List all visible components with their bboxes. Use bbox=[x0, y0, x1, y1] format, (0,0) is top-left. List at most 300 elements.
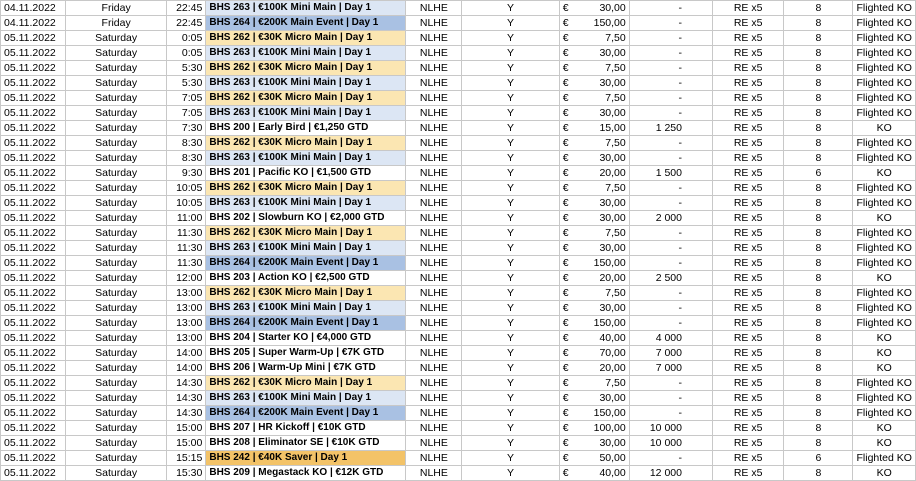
currency-cell[interactable]: € bbox=[559, 271, 574, 286]
day-cell[interactable]: Saturday bbox=[66, 436, 167, 451]
tournament-name-cell[interactable]: BHS 262 | €30K Micro Main | Day 1 bbox=[206, 31, 406, 46]
guarantee-cell[interactable]: - bbox=[629, 376, 712, 391]
format-cell[interactable]: Flighted KO bbox=[853, 31, 916, 46]
format-cell[interactable]: KO bbox=[853, 211, 916, 226]
flag-cell[interactable]: Y bbox=[462, 151, 559, 166]
table-row[interactable] bbox=[1, 406, 916, 421]
day-cell[interactable]: Saturday bbox=[66, 211, 167, 226]
guarantee-cell[interactable]: 12 000 bbox=[629, 466, 712, 481]
format-cell[interactable]: Flighted KO bbox=[853, 46, 916, 61]
game-cell[interactable]: NLHE bbox=[406, 346, 462, 361]
table-size-cell[interactable]: 8 bbox=[784, 346, 853, 361]
tournament-name-cell[interactable]: BHS 263 | €100K Mini Main | Day 1 bbox=[206, 151, 406, 166]
day-cell[interactable]: Saturday bbox=[66, 256, 167, 271]
date-cell[interactable]: 05.11.2022 bbox=[1, 226, 66, 241]
currency-cell[interactable]: € bbox=[559, 331, 574, 346]
currency-cell[interactable]: € bbox=[559, 61, 574, 76]
guarantee-cell[interactable]: 10 000 bbox=[629, 436, 712, 451]
currency-cell[interactable]: € bbox=[559, 136, 574, 151]
format-cell[interactable]: Flighted KO bbox=[853, 406, 916, 421]
format-cell[interactable]: Flighted KO bbox=[853, 451, 916, 466]
currency-cell[interactable]: € bbox=[559, 346, 574, 361]
day-cell[interactable]: Saturday bbox=[66, 376, 167, 391]
flag-cell[interactable]: Y bbox=[462, 466, 559, 481]
table-row[interactable] bbox=[1, 271, 916, 286]
flag-cell[interactable]: Y bbox=[462, 1, 559, 16]
day-cell[interactable]: Saturday bbox=[66, 31, 167, 46]
time-cell[interactable]: 7:30 bbox=[166, 121, 205, 136]
game-cell[interactable]: NLHE bbox=[406, 121, 462, 136]
flag-cell[interactable]: Y bbox=[462, 436, 559, 451]
tournament-name-cell[interactable]: BHS 242 | €40K Saver | Day 1 bbox=[206, 451, 406, 466]
table-size-cell[interactable]: 8 bbox=[784, 361, 853, 376]
buyin-cell[interactable]: 40,00 bbox=[574, 466, 629, 481]
buyin-cell[interactable]: 7,50 bbox=[574, 31, 629, 46]
time-cell[interactable]: 10:05 bbox=[166, 196, 205, 211]
currency-cell[interactable]: € bbox=[559, 121, 574, 136]
buyin-cell[interactable]: 150,00 bbox=[574, 256, 629, 271]
format-cell[interactable]: Flighted KO bbox=[853, 286, 916, 301]
table-size-cell[interactable]: 8 bbox=[784, 1, 853, 16]
time-cell[interactable]: 11:30 bbox=[166, 226, 205, 241]
time-cell[interactable]: 15:00 bbox=[166, 436, 205, 451]
buyin-cell[interactable]: 20,00 bbox=[574, 271, 629, 286]
table-row[interactable] bbox=[1, 376, 916, 391]
table-row[interactable] bbox=[1, 1, 916, 16]
time-cell[interactable]: 13:00 bbox=[166, 331, 205, 346]
buyin-cell[interactable]: 30,00 bbox=[574, 151, 629, 166]
game-cell[interactable]: NLHE bbox=[406, 451, 462, 466]
format-cell[interactable]: Flighted KO bbox=[853, 376, 916, 391]
buyin-cell[interactable]: 150,00 bbox=[574, 406, 629, 421]
tournament-name-cell[interactable]: BHS 262 | €30K Micro Main | Day 1 bbox=[206, 226, 406, 241]
table-size-cell[interactable]: 8 bbox=[784, 76, 853, 91]
game-cell[interactable]: NLHE bbox=[406, 256, 462, 271]
flag-cell[interactable]: Y bbox=[462, 106, 559, 121]
table-row[interactable] bbox=[1, 166, 916, 181]
table-size-cell[interactable]: 8 bbox=[784, 271, 853, 286]
day-cell[interactable]: Saturday bbox=[66, 466, 167, 481]
table-size-cell[interactable]: 6 bbox=[784, 451, 853, 466]
table-size-cell[interactable]: 8 bbox=[784, 136, 853, 151]
date-cell[interactable]: 05.11.2022 bbox=[1, 136, 66, 151]
currency-cell[interactable]: € bbox=[559, 196, 574, 211]
game-cell[interactable]: NLHE bbox=[406, 181, 462, 196]
date-cell[interactable]: 05.11.2022 bbox=[1, 256, 66, 271]
table-row[interactable] bbox=[1, 46, 916, 61]
tournament-name-cell[interactable]: BHS 263 | €100K Mini Main | Day 1 bbox=[206, 241, 406, 256]
game-cell[interactable]: NLHE bbox=[406, 466, 462, 481]
time-cell[interactable]: 8:30 bbox=[166, 136, 205, 151]
day-cell[interactable]: Saturday bbox=[66, 361, 167, 376]
time-cell[interactable]: 11:30 bbox=[166, 241, 205, 256]
flag-cell[interactable]: Y bbox=[462, 76, 559, 91]
time-cell[interactable]: 12:00 bbox=[166, 271, 205, 286]
game-cell[interactable]: NLHE bbox=[406, 331, 462, 346]
table-size-cell[interactable]: 8 bbox=[784, 316, 853, 331]
guarantee-cell[interactable]: - bbox=[629, 106, 712, 121]
flag-cell[interactable]: Y bbox=[462, 271, 559, 286]
game-cell[interactable]: NLHE bbox=[406, 166, 462, 181]
table-row[interactable] bbox=[1, 91, 916, 106]
currency-cell[interactable]: € bbox=[559, 181, 574, 196]
currency-cell[interactable]: € bbox=[559, 31, 574, 46]
date-cell[interactable]: 05.11.2022 bbox=[1, 376, 66, 391]
reentry-cell[interactable]: RE x5 bbox=[712, 406, 783, 421]
day-cell[interactable]: Saturday bbox=[66, 46, 167, 61]
reentry-cell[interactable]: RE x5 bbox=[712, 376, 783, 391]
table-row[interactable] bbox=[1, 151, 916, 166]
guarantee-cell[interactable]: - bbox=[629, 241, 712, 256]
date-cell[interactable]: 05.11.2022 bbox=[1, 331, 66, 346]
buyin-cell[interactable]: 7,50 bbox=[574, 376, 629, 391]
time-cell[interactable]: 15:30 bbox=[166, 466, 205, 481]
flag-cell[interactable]: Y bbox=[462, 241, 559, 256]
format-cell[interactable]: Flighted KO bbox=[853, 16, 916, 31]
date-cell[interactable]: 05.11.2022 bbox=[1, 106, 66, 121]
currency-cell[interactable]: € bbox=[559, 76, 574, 91]
time-cell[interactable]: 14:30 bbox=[166, 376, 205, 391]
format-cell[interactable]: KO bbox=[853, 271, 916, 286]
time-cell[interactable]: 22:45 bbox=[166, 1, 205, 16]
reentry-cell[interactable]: RE x5 bbox=[712, 241, 783, 256]
currency-cell[interactable]: € bbox=[559, 106, 574, 121]
reentry-cell[interactable]: RE x5 bbox=[712, 436, 783, 451]
day-cell[interactable]: Saturday bbox=[66, 421, 167, 436]
reentry-cell[interactable]: RE x5 bbox=[712, 46, 783, 61]
table-row[interactable] bbox=[1, 31, 916, 46]
table-size-cell[interactable]: 8 bbox=[784, 331, 853, 346]
guarantee-cell[interactable]: - bbox=[629, 406, 712, 421]
format-cell[interactable]: KO bbox=[853, 166, 916, 181]
currency-cell[interactable]: € bbox=[559, 91, 574, 106]
game-cell[interactable]: NLHE bbox=[406, 91, 462, 106]
date-cell[interactable]: 05.11.2022 bbox=[1, 151, 66, 166]
game-cell[interactable]: NLHE bbox=[406, 391, 462, 406]
table-row[interactable] bbox=[1, 331, 916, 346]
format-cell[interactable]: Flighted KO bbox=[853, 316, 916, 331]
game-cell[interactable]: NLHE bbox=[406, 16, 462, 31]
format-cell[interactable]: Flighted KO bbox=[853, 391, 916, 406]
format-cell[interactable]: Flighted KO bbox=[853, 151, 916, 166]
game-cell[interactable]: NLHE bbox=[406, 106, 462, 121]
format-cell[interactable]: Flighted KO bbox=[853, 136, 916, 151]
table-row[interactable] bbox=[1, 466, 916, 481]
game-cell[interactable]: NLHE bbox=[406, 1, 462, 16]
time-cell[interactable]: 11:00 bbox=[166, 211, 205, 226]
flag-cell[interactable]: Y bbox=[462, 406, 559, 421]
flag-cell[interactable]: Y bbox=[462, 61, 559, 76]
format-cell[interactable]: Flighted KO bbox=[853, 196, 916, 211]
format-cell[interactable]: Flighted KO bbox=[853, 256, 916, 271]
guarantee-cell[interactable]: - bbox=[629, 391, 712, 406]
flag-cell[interactable]: Y bbox=[462, 256, 559, 271]
format-cell[interactable]: KO bbox=[853, 436, 916, 451]
currency-cell[interactable]: € bbox=[559, 46, 574, 61]
format-cell[interactable]: Flighted KO bbox=[853, 301, 916, 316]
tournament-name-cell[interactable]: BHS 201 | Pacific KO | €1,500 GTD bbox=[206, 166, 406, 181]
reentry-cell[interactable]: RE x5 bbox=[712, 346, 783, 361]
table-size-cell[interactable]: 8 bbox=[784, 46, 853, 61]
time-cell[interactable]: 5:30 bbox=[166, 61, 205, 76]
date-cell[interactable]: 05.11.2022 bbox=[1, 211, 66, 226]
day-cell[interactable]: Saturday bbox=[66, 91, 167, 106]
flag-cell[interactable]: Y bbox=[462, 451, 559, 466]
game-cell[interactable]: NLHE bbox=[406, 31, 462, 46]
table-row[interactable] bbox=[1, 196, 916, 211]
flag-cell[interactable]: Y bbox=[462, 376, 559, 391]
time-cell[interactable]: 14:30 bbox=[166, 391, 205, 406]
format-cell[interactable]: KO bbox=[853, 466, 916, 481]
time-cell[interactable]: 15:15 bbox=[166, 451, 205, 466]
reentry-cell[interactable]: RE x5 bbox=[712, 1, 783, 16]
buyin-cell[interactable]: 7,50 bbox=[574, 136, 629, 151]
guarantee-cell[interactable]: - bbox=[629, 301, 712, 316]
reentry-cell[interactable]: RE x5 bbox=[712, 76, 783, 91]
guarantee-cell[interactable]: - bbox=[629, 226, 712, 241]
day-cell[interactable]: Saturday bbox=[66, 391, 167, 406]
tournament-name-cell[interactable]: BHS 262 | €30K Micro Main | Day 1 bbox=[206, 91, 406, 106]
buyin-cell[interactable]: 20,00 bbox=[574, 361, 629, 376]
day-cell[interactable]: Saturday bbox=[66, 226, 167, 241]
table-size-cell[interactable]: 8 bbox=[784, 91, 853, 106]
tournament-name-cell[interactable]: BHS 264 | €200K Main Event | Day 1 bbox=[206, 316, 406, 331]
flag-cell[interactable]: Y bbox=[462, 16, 559, 31]
tournament-name-cell[interactable]: BHS 262 | €30K Micro Main | Day 1 bbox=[206, 376, 406, 391]
date-cell[interactable]: 04.11.2022 bbox=[1, 16, 66, 31]
table-row[interactable] bbox=[1, 211, 916, 226]
guarantee-cell[interactable]: - bbox=[629, 136, 712, 151]
game-cell[interactable]: NLHE bbox=[406, 286, 462, 301]
time-cell[interactable]: 0:05 bbox=[166, 46, 205, 61]
guarantee-cell[interactable]: - bbox=[629, 61, 712, 76]
table-row[interactable] bbox=[1, 391, 916, 406]
table-size-cell[interactable]: 6 bbox=[784, 166, 853, 181]
day-cell[interactable]: Saturday bbox=[66, 271, 167, 286]
time-cell[interactable]: 14:30 bbox=[166, 406, 205, 421]
table-row[interactable] bbox=[1, 76, 916, 91]
tournament-name-cell[interactable]: BHS 262 | €30K Micro Main | Day 1 bbox=[206, 61, 406, 76]
time-cell[interactable]: 22:45 bbox=[166, 16, 205, 31]
flag-cell[interactable]: Y bbox=[462, 331, 559, 346]
guarantee-cell[interactable]: 4 000 bbox=[629, 331, 712, 346]
tournament-name-cell[interactable]: BHS 264 | €200K Main Event | Day 1 bbox=[206, 256, 406, 271]
game-cell[interactable]: NLHE bbox=[406, 76, 462, 91]
table-size-cell[interactable]: 8 bbox=[784, 406, 853, 421]
game-cell[interactable]: NLHE bbox=[406, 211, 462, 226]
buyin-cell[interactable]: 30,00 bbox=[574, 301, 629, 316]
table-row[interactable] bbox=[1, 346, 916, 361]
guarantee-cell[interactable]: 7 000 bbox=[629, 346, 712, 361]
day-cell[interactable]: Saturday bbox=[66, 166, 167, 181]
flag-cell[interactable]: Y bbox=[462, 31, 559, 46]
time-cell[interactable]: 15:00 bbox=[166, 421, 205, 436]
table-row[interactable] bbox=[1, 451, 916, 466]
flag-cell[interactable]: Y bbox=[462, 226, 559, 241]
table-size-cell[interactable]: 8 bbox=[784, 421, 853, 436]
table-size-cell[interactable]: 8 bbox=[784, 61, 853, 76]
flag-cell[interactable]: Y bbox=[462, 346, 559, 361]
game-cell[interactable]: NLHE bbox=[406, 136, 462, 151]
guarantee-cell[interactable]: - bbox=[629, 286, 712, 301]
day-cell[interactable]: Saturday bbox=[66, 406, 167, 421]
day-cell[interactable]: Saturday bbox=[66, 451, 167, 466]
flag-cell[interactable]: Y bbox=[462, 121, 559, 136]
table-size-cell[interactable]: 8 bbox=[784, 256, 853, 271]
currency-cell[interactable]: € bbox=[559, 316, 574, 331]
reentry-cell[interactable]: RE x5 bbox=[712, 211, 783, 226]
tournament-name-cell[interactable]: BHS 203 | Action KO | €2,500 GTD bbox=[206, 271, 406, 286]
buyin-cell[interactable]: 30,00 bbox=[574, 1, 629, 16]
format-cell[interactable]: KO bbox=[853, 346, 916, 361]
tournament-name-cell[interactable]: BHS 200 | Early Bird | €1,250 GTD bbox=[206, 121, 406, 136]
currency-cell[interactable]: € bbox=[559, 301, 574, 316]
table-row[interactable] bbox=[1, 256, 916, 271]
guarantee-cell[interactable]: - bbox=[629, 1, 712, 16]
format-cell[interactable]: Flighted KO bbox=[853, 226, 916, 241]
game-cell[interactable]: NLHE bbox=[406, 361, 462, 376]
currency-cell[interactable]: € bbox=[559, 211, 574, 226]
table-size-cell[interactable]: 8 bbox=[784, 436, 853, 451]
table-row[interactable] bbox=[1, 316, 916, 331]
date-cell[interactable]: 05.11.2022 bbox=[1, 196, 66, 211]
table-size-cell[interactable]: 8 bbox=[784, 226, 853, 241]
buyin-cell[interactable]: 15,00 bbox=[574, 121, 629, 136]
flag-cell[interactable]: Y bbox=[462, 196, 559, 211]
reentry-cell[interactable]: RE x5 bbox=[712, 301, 783, 316]
reentry-cell[interactable]: RE x5 bbox=[712, 421, 783, 436]
reentry-cell[interactable]: RE x5 bbox=[712, 466, 783, 481]
buyin-cell[interactable]: 30,00 bbox=[574, 391, 629, 406]
format-cell[interactable]: KO bbox=[853, 121, 916, 136]
time-cell[interactable]: 13:00 bbox=[166, 316, 205, 331]
reentry-cell[interactable]: RE x5 bbox=[712, 106, 783, 121]
game-cell[interactable]: NLHE bbox=[406, 151, 462, 166]
buyin-cell[interactable]: 70,00 bbox=[574, 346, 629, 361]
buyin-cell[interactable]: 150,00 bbox=[574, 316, 629, 331]
date-cell[interactable]: 04.11.2022 bbox=[1, 1, 66, 16]
tournament-name-cell[interactable]: BHS 263 | €100K Mini Main | Day 1 bbox=[206, 76, 406, 91]
currency-cell[interactable]: € bbox=[559, 226, 574, 241]
table-row[interactable] bbox=[1, 301, 916, 316]
reentry-cell[interactable]: RE x5 bbox=[712, 196, 783, 211]
tournament-name-cell[interactable]: BHS 263 | €100K Mini Main | Day 1 bbox=[206, 46, 406, 61]
reentry-cell[interactable]: RE x5 bbox=[712, 31, 783, 46]
format-cell[interactable]: Flighted KO bbox=[853, 76, 916, 91]
date-cell[interactable]: 05.11.2022 bbox=[1, 181, 66, 196]
guarantee-cell[interactable]: - bbox=[629, 181, 712, 196]
date-cell[interactable]: 05.11.2022 bbox=[1, 406, 66, 421]
reentry-cell[interactable]: RE x5 bbox=[712, 361, 783, 376]
time-cell[interactable]: 13:00 bbox=[166, 286, 205, 301]
table-size-cell[interactable]: 8 bbox=[784, 16, 853, 31]
day-cell[interactable]: Friday bbox=[66, 1, 167, 16]
day-cell[interactable]: Saturday bbox=[66, 286, 167, 301]
format-cell[interactable]: Flighted KO bbox=[853, 1, 916, 16]
reentry-cell[interactable]: RE x5 bbox=[712, 286, 783, 301]
tournament-name-cell[interactable]: BHS 263 | €100K Mini Main | Day 1 bbox=[206, 196, 406, 211]
date-cell[interactable]: 05.11.2022 bbox=[1, 421, 66, 436]
reentry-cell[interactable]: RE x5 bbox=[712, 166, 783, 181]
guarantee-cell[interactable]: - bbox=[629, 16, 712, 31]
game-cell[interactable]: NLHE bbox=[406, 436, 462, 451]
guarantee-cell[interactable]: - bbox=[629, 46, 712, 61]
buyin-cell[interactable]: 40,00 bbox=[574, 331, 629, 346]
currency-cell[interactable]: € bbox=[559, 406, 574, 421]
flag-cell[interactable]: Y bbox=[462, 46, 559, 61]
date-cell[interactable]: 05.11.2022 bbox=[1, 466, 66, 481]
date-cell[interactable]: 05.11.2022 bbox=[1, 346, 66, 361]
day-cell[interactable]: Friday bbox=[66, 16, 167, 31]
currency-cell[interactable]: € bbox=[559, 16, 574, 31]
guarantee-cell[interactable]: - bbox=[629, 316, 712, 331]
currency-cell[interactable]: € bbox=[559, 436, 574, 451]
table-size-cell[interactable]: 8 bbox=[784, 151, 853, 166]
guarantee-cell[interactable]: - bbox=[629, 76, 712, 91]
table-size-cell[interactable]: 8 bbox=[784, 121, 853, 136]
game-cell[interactable]: NLHE bbox=[406, 61, 462, 76]
flag-cell[interactable]: Y bbox=[462, 361, 559, 376]
currency-cell[interactable]: € bbox=[559, 376, 574, 391]
buyin-cell[interactable]: 30,00 bbox=[574, 211, 629, 226]
time-cell[interactable]: 0:05 bbox=[166, 31, 205, 46]
date-cell[interactable]: 05.11.2022 bbox=[1, 301, 66, 316]
time-cell[interactable]: 10:05 bbox=[166, 181, 205, 196]
reentry-cell[interactable]: RE x5 bbox=[712, 16, 783, 31]
reentry-cell[interactable]: RE x5 bbox=[712, 256, 783, 271]
time-cell[interactable]: 14:00 bbox=[166, 361, 205, 376]
time-cell[interactable]: 14:00 bbox=[166, 346, 205, 361]
reentry-cell[interactable]: RE x5 bbox=[712, 331, 783, 346]
table-row[interactable] bbox=[1, 121, 916, 136]
table-row[interactable] bbox=[1, 226, 916, 241]
guarantee-cell[interactable]: - bbox=[629, 91, 712, 106]
table-size-cell[interactable]: 8 bbox=[784, 301, 853, 316]
format-cell[interactable]: Flighted KO bbox=[853, 241, 916, 256]
tournament-name-cell[interactable]: BHS 208 | Eliminator SE | €10K GTD bbox=[206, 436, 406, 451]
game-cell[interactable]: NLHE bbox=[406, 301, 462, 316]
tournament-name-cell[interactable]: BHS 262 | €30K Micro Main | Day 1 bbox=[206, 181, 406, 196]
time-cell[interactable]: 9:30 bbox=[166, 166, 205, 181]
reentry-cell[interactable]: RE x5 bbox=[712, 121, 783, 136]
guarantee-cell[interactable]: - bbox=[629, 256, 712, 271]
game-cell[interactable]: NLHE bbox=[406, 196, 462, 211]
format-cell[interactable]: Flighted KO bbox=[853, 61, 916, 76]
table-row[interactable] bbox=[1, 286, 916, 301]
table-size-cell[interactable]: 8 bbox=[784, 196, 853, 211]
date-cell[interactable]: 05.11.2022 bbox=[1, 316, 66, 331]
format-cell[interactable]: Flighted KO bbox=[853, 91, 916, 106]
tournament-name-cell[interactable]: BHS 263 | €100K Mini Main | Day 1 bbox=[206, 301, 406, 316]
tournament-name-cell[interactable]: BHS 204 | Starter KO | €4,000 GTD bbox=[206, 331, 406, 346]
table-row[interactable] bbox=[1, 106, 916, 121]
date-cell[interactable]: 05.11.2022 bbox=[1, 391, 66, 406]
day-cell[interactable]: Saturday bbox=[66, 106, 167, 121]
guarantee-cell[interactable]: 1 500 bbox=[629, 166, 712, 181]
guarantee-cell[interactable]: - bbox=[629, 451, 712, 466]
currency-cell[interactable]: € bbox=[559, 391, 574, 406]
format-cell[interactable]: Flighted KO bbox=[853, 106, 916, 121]
guarantee-cell[interactable]: 2 000 bbox=[629, 211, 712, 226]
table-size-cell[interactable]: 8 bbox=[784, 391, 853, 406]
day-cell[interactable]: Saturday bbox=[66, 331, 167, 346]
date-cell[interactable]: 05.11.2022 bbox=[1, 241, 66, 256]
tournament-name-cell[interactable]: BHS 209 | Megastack KO | €12K GTD bbox=[206, 466, 406, 481]
buyin-cell[interactable]: 7,50 bbox=[574, 61, 629, 76]
day-cell[interactable]: Saturday bbox=[66, 196, 167, 211]
date-cell[interactable]: 05.11.2022 bbox=[1, 91, 66, 106]
date-cell[interactable]: 05.11.2022 bbox=[1, 76, 66, 91]
